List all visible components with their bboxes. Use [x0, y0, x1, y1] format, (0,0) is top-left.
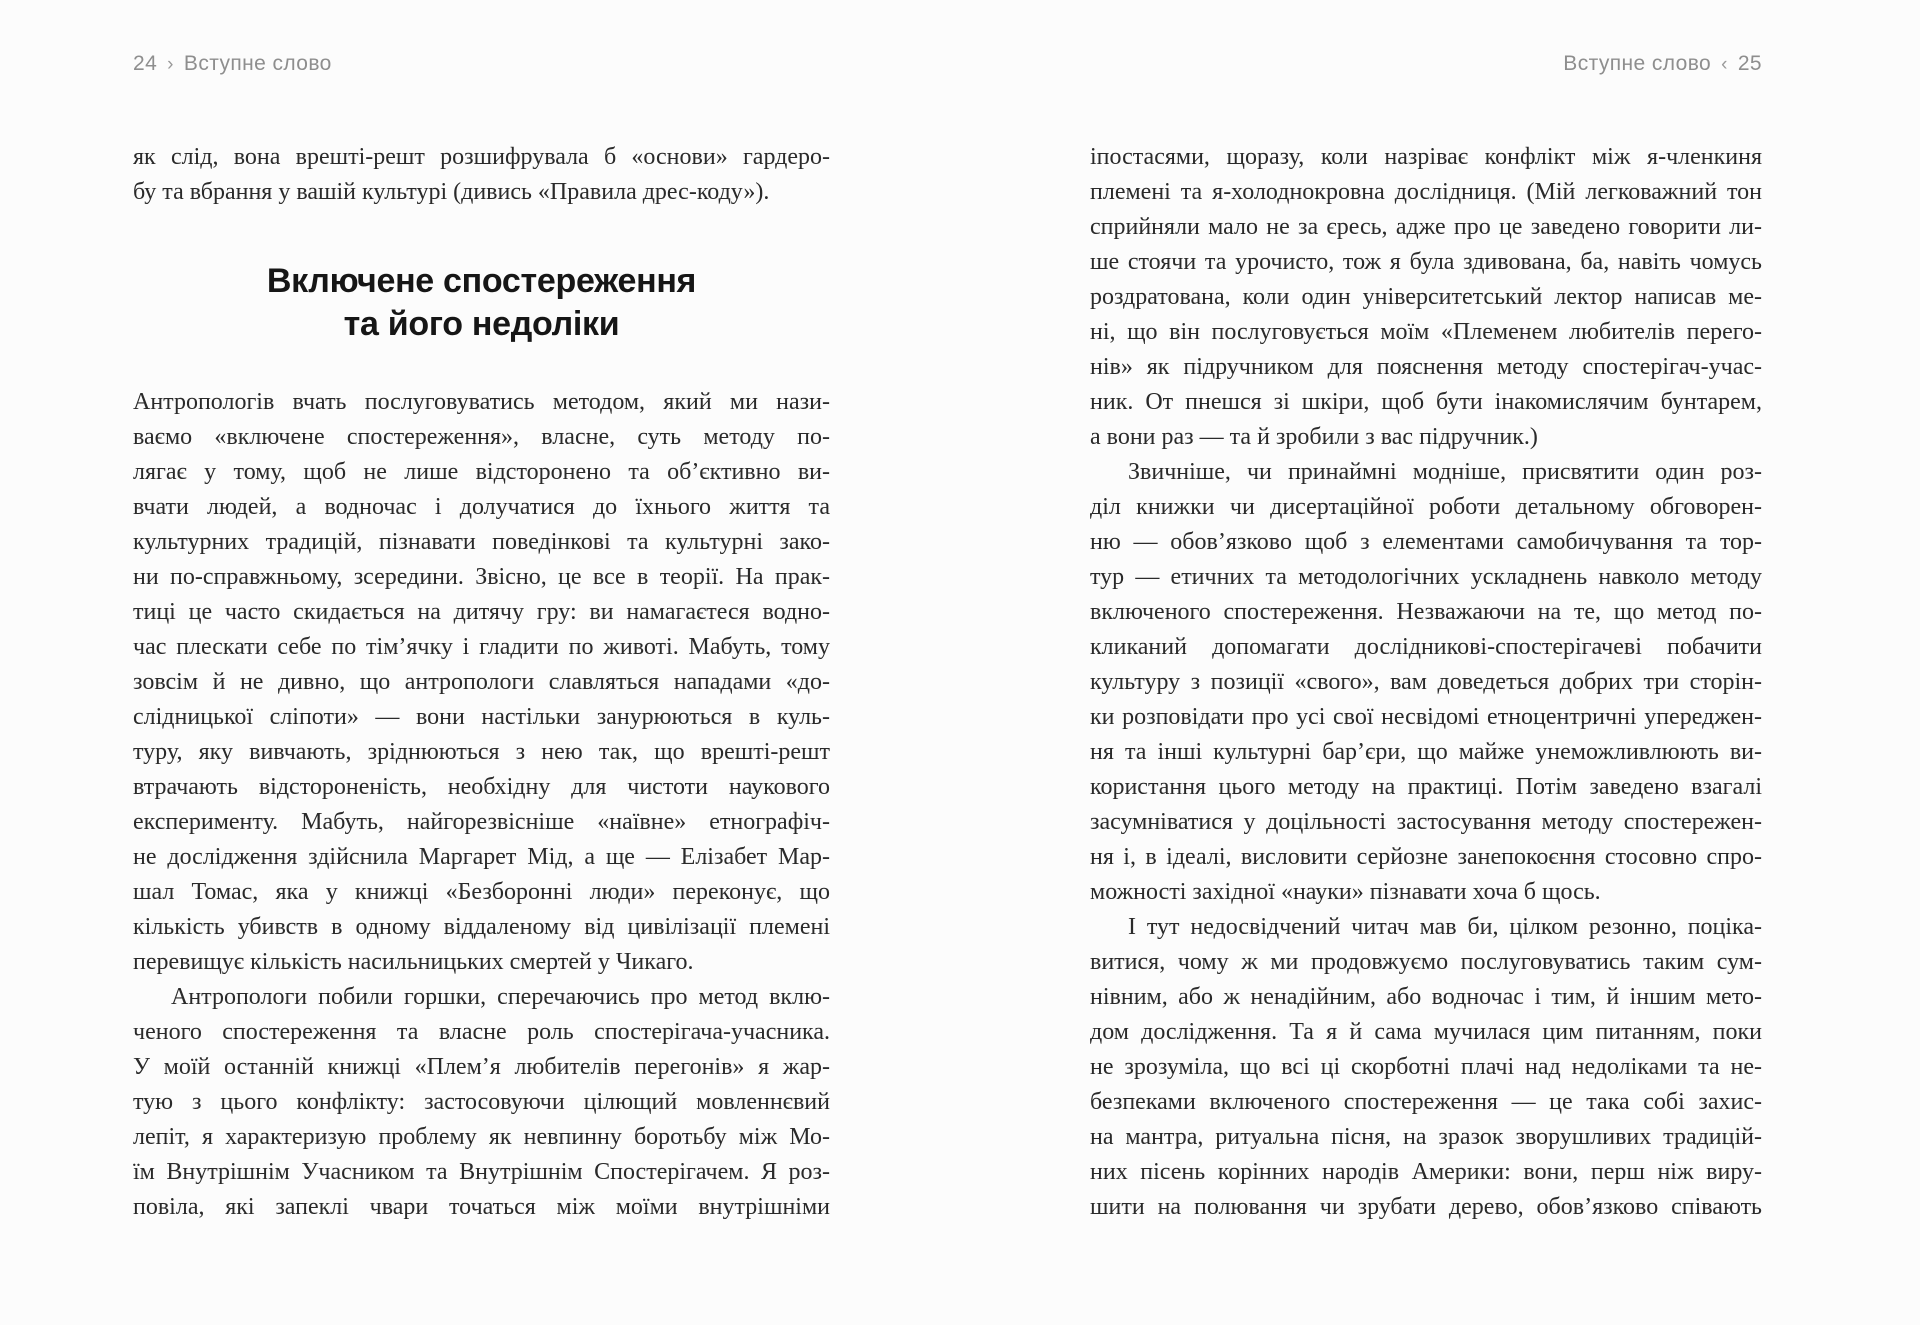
chevron-left-separator: ‹	[1721, 54, 1728, 75]
text-line: не дослідження здійснила Маргарет Мід, а ще — Елізабет Мар-	[133, 844, 830, 870]
paragraph	[133, 140, 830, 210]
text-line: ки розповідати про усі свої несвідомі етноцентричні упереджен-	[1090, 704, 1762, 730]
text-line: тиці це часто скидається на дитячу гру: ви намагаєтеся водно-	[133, 599, 830, 625]
section-heading-line: Включене спостереження	[266, 262, 697, 300]
text-line: іпостасями, щоразу, коли назріває конфлікт між я-членкиня	[1090, 144, 1762, 170]
text-line: експерименту. Мабуть, найгорезвісніше «наївне» етнографіч-	[133, 809, 830, 835]
page-header-left	[133, 50, 332, 79]
text-line: перевищує кількість насильницьких смертей у Чикаго.	[133, 949, 694, 975]
running-title-left: Вступне слово	[183, 52, 332, 75]
text-line: бу та вбрання у вашій культурі (дивись «Правила дрес-коду»).	[133, 179, 770, 205]
text-line: засумніватися у доцільності застосування методу спостережен-	[1090, 809, 1762, 835]
chevron-right-separator: ›	[167, 54, 174, 75]
text-line: ваємо «включене спостереження», власне, суть методу по-	[133, 424, 830, 450]
text-line: а вони раз — та й зробили з вас підручник.)	[1090, 424, 1538, 450]
text-line: У моїй останній книжці «Плем’я любителів перегонів» я жар-	[133, 1054, 830, 1080]
text-line: нів» як підручником для пояснення методу спостерігач-учас-	[1090, 354, 1762, 380]
text-line: ни по-справжньому, зсередини. Звісно, це все в теорії. На прак-	[133, 564, 830, 590]
section-heading-line: та його недоліки	[343, 305, 620, 343]
text-line: на мантра, ритуальна пісня, на зразок зворушливих традицій-	[1090, 1124, 1762, 1150]
section-heading	[133, 260, 830, 346]
text-line: не зрозуміла, що всі ці скорботні плачі над недоліками та не-	[1090, 1054, 1762, 1080]
text-line: Звичніше, чи принаймні модніше, присвятити один роз-	[1128, 459, 1762, 485]
page-number-left: 24	[133, 52, 158, 75]
text-line: нівним, або ж ненадійним, або водночас і тим, й іншим мето-	[1090, 984, 1762, 1010]
paragraph	[133, 385, 830, 980]
running-title-right: Вступне слово	[1563, 52, 1712, 75]
text-line: лягає у тому, щоб не лише відсторонено та об’єктивно ви-	[133, 459, 830, 485]
paragraph	[133, 980, 830, 1225]
text-line: їм Внутрішнім Учасником та Внутрішнім Спостерігачем. Я роз-	[133, 1159, 830, 1185]
text-line: Антропологи побили горшки, сперечаючись про метод вклю-	[171, 984, 830, 1010]
text-line: повіла, які запеклі чвари точаться між моїми внутрішніми	[133, 1194, 830, 1220]
text-line: туру, яку вивчають, зріднюються з нею так, що врешті-решт	[133, 739, 830, 765]
text-line: кликаний допомагати дослідникові-спостерігачеві побачити	[1090, 634, 1762, 660]
text-line: ні, що він послуговується моїм «Племенем любителів перего-	[1090, 319, 1762, 345]
text-line: роздратована, коли один університетський лектор написав ме-	[1090, 284, 1762, 310]
paragraph	[1090, 455, 1762, 910]
page-number-right: 25	[1737, 52, 1762, 75]
text-line: ченого спостереження та власне роль спостерігача-учасника.	[133, 1019, 830, 1045]
text-line: включеного спостереження. Незважаючи на те, що метод по-	[1090, 599, 1762, 625]
text-line: Антропологів вчать послуговуватись методом, який ми нази-	[133, 389, 830, 415]
text-line: можності західної «науки» пізнавати хоча б щось.	[1090, 879, 1601, 905]
text-line: зовсім й не дивно, що антропологи славляться нападами «до-	[133, 669, 830, 695]
paragraph	[1090, 140, 1762, 455]
text-line: племені та я-холоднокровна дослідниця. (Мій легковажний тон	[1090, 179, 1762, 205]
text-line: ню — обов’язково щоб з елементами самобичування та тор-	[1090, 529, 1762, 555]
text-line: них пісень корінних народів Америки: вони, перш ніж виру-	[1090, 1159, 1762, 1185]
text-line: лепіт, я характеризую проблему як невпинну боротьбу між Мо-	[133, 1124, 830, 1150]
text-line: І тут недосвідчений читач мав би, цілком резонно, поціка-	[1128, 914, 1762, 940]
text-line: втрачають відстороненість, необхідну для чистоти наукового	[133, 774, 830, 800]
text-line: ня та інші культурні бар’єри, що майже унеможливлюють ви-	[1090, 739, 1762, 765]
text-line: ше стоячи та урочисто, тож я була здивована, ба, навіть чомусь	[1090, 249, 1762, 275]
page-header-right	[1090, 50, 1762, 79]
text-line: шити на полювання чи зрубати дерево, обов’язково співають	[1090, 1194, 1762, 1220]
text-line: час плескати себе по тім’ячку і гладити по животі. Мабуть, тому	[133, 634, 830, 660]
left-page-text-column	[133, 140, 830, 1225]
text-line: шал Томас, яка у книжці «Безборонні люди» переконує, що	[133, 879, 830, 905]
text-line: ня і, в ідеалі, висловити серйозне занепокоєння стосовно спро-	[1090, 844, 1762, 870]
text-line: витися, чому ж ми продовжуємо послуговуватись таким сум-	[1090, 949, 1762, 975]
text-line: тур — етичних та методологічних ускладнень навколо методу	[1090, 564, 1762, 590]
text-line: слідницької сліпоти» — вони настільки занурюються в куль-	[133, 704, 830, 730]
text-line: сприйняли мало не за єресь, адже про це заведено говорити ли-	[1090, 214, 1762, 240]
text-line: діл книжки чи дисертаційної роботи детальному обговорен-	[1090, 494, 1762, 520]
text-line: ник. От пнешся зі шкіри, щоб бути інакомислячим бунтарем,	[1090, 389, 1762, 415]
text-line: як слід, вона врешті-решт розшифрувала б «основи» гардеро-	[133, 144, 830, 170]
text-line: дом дослідження. Та я й сама мучилася цим питанням, поки	[1090, 1019, 1762, 1045]
paragraph	[1090, 910, 1762, 1225]
text-line: культуру з позиції «свого», вам доведеться добрих три сторін-	[1090, 669, 1762, 695]
text-line: культурних традицій, пізнавати поведінкові та культурні зако-	[133, 529, 830, 555]
text-line: кількість убивств в одному віддаленому від цивілізації племені	[133, 914, 830, 940]
text-line: користання цього методу на практиці. Потім заведено взагалі	[1090, 774, 1762, 800]
right-page-text-column	[1090, 140, 1762, 1225]
text-line: тую з цього конфлікту: застосовуючи цілющий мовленнєвий	[133, 1089, 830, 1115]
text-line: вчати людей, а водночас і долучатися до їхнього життя та	[133, 494, 830, 520]
text-line: безпеками включеного спостереження — це така собі захис-	[1090, 1089, 1762, 1115]
